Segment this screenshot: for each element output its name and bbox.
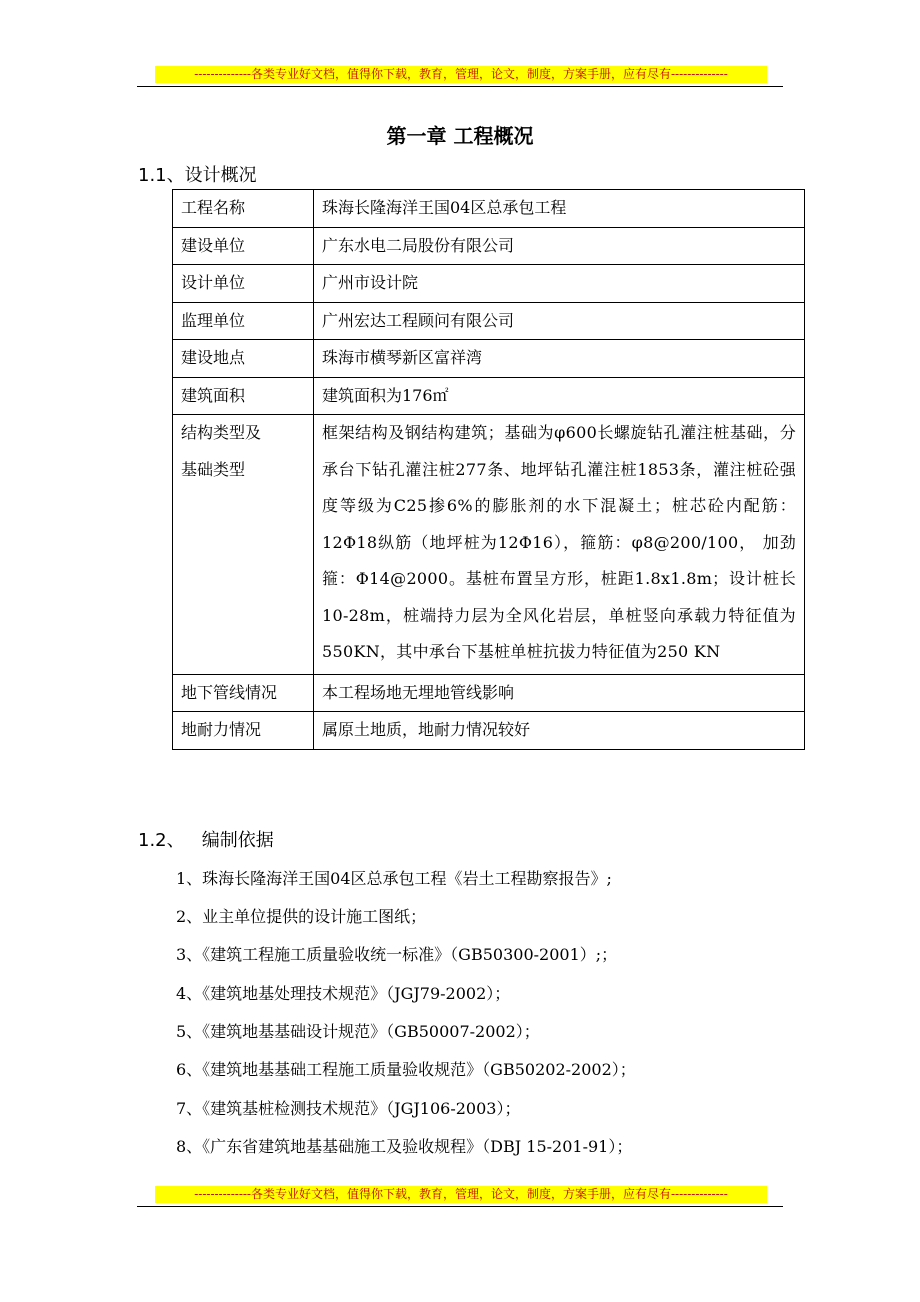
header-rule xyxy=(137,86,783,87)
basis-item: 1、珠海长隆海洋王国04区总承包工程《岩土工程勘察报告》; xyxy=(176,869,612,888)
row-label: 地下管线情况 xyxy=(173,674,314,712)
row-label: 工程名称 xyxy=(173,190,314,228)
basis-item: 4、《建筑地基处理技术规范》（JGJ79-2002）； xyxy=(176,984,511,1003)
basis-item: 3、《建筑工程施工质量验收统一标准》（GB50300-2001）;； xyxy=(176,945,618,964)
row-label: 建设单位 xyxy=(173,227,314,265)
row-value: 本工程场地无埋地管线影响 xyxy=(314,674,805,712)
basis-item: 7、《建筑基桩检测技术规范》（JGJ106-2003）； xyxy=(176,1099,521,1118)
row-label: 设计单位 xyxy=(173,265,314,303)
section-2-title: 1.2、 编制依据 xyxy=(138,830,274,851)
chapter-title: 第一章 工程概况 xyxy=(386,124,534,148)
basis-item: 6、《建筑地基基础工程施工质量验收规范》（GB50202-2002）； xyxy=(176,1060,636,1079)
row-value: 广州宏达工程顾问有限公司 xyxy=(314,302,805,340)
table-row xyxy=(173,340,805,378)
row-value: 珠海市横琴新区富祥湾 xyxy=(314,340,805,378)
basis-item: 2、业主单位提供的设计施工图纸； xyxy=(176,907,427,926)
table-row xyxy=(173,674,805,712)
row-value: 属原土地质，地耐力情况较好 xyxy=(314,712,805,750)
row-label: 建筑面积 xyxy=(173,377,314,415)
footer-rule xyxy=(137,1206,783,1207)
table-row xyxy=(173,302,805,340)
row-label: 地耐力情况 xyxy=(173,712,314,750)
table-row xyxy=(173,227,805,265)
row-value: 广州市设计院 xyxy=(314,265,805,303)
table-row-structure xyxy=(173,415,805,675)
footer-banner: --------------各类专业好文档，值得你下载，教育，管理，论文，制度，方案手册，应有尽有-------------- xyxy=(155,1186,767,1203)
row-value: 广东水电二局股份有限公司 xyxy=(314,227,805,265)
structure-label-line1: 结构类型及 xyxy=(181,423,262,442)
table-row xyxy=(173,712,805,750)
structure-label-line2: 基础类型 xyxy=(181,459,246,479)
project-info-table xyxy=(172,189,805,750)
row-label: 监理单位 xyxy=(173,302,314,340)
structure-label xyxy=(173,415,314,675)
header-banner: --------------各类专业好文档，值得你下载，教育，管理，论文，制度，方案手册，应有尽有-------------- xyxy=(155,66,767,83)
row-value: 珠海长隆海洋王国04区总承包工程 xyxy=(314,190,805,228)
row-value: 建筑面积为176㎡ xyxy=(314,377,805,415)
row-label: 建设地点 xyxy=(173,340,314,378)
table-row xyxy=(173,190,805,228)
basis-item: 8、《广东省建筑地基基础施工及验收规程》（DBJ 15-201-91）； xyxy=(176,1137,633,1156)
table-row xyxy=(173,265,805,303)
basis-item: 5、《建筑地基基础设计规范》（GB50007-2002）； xyxy=(176,1022,540,1041)
table-row xyxy=(173,377,805,415)
section-1-title: 1.1、设计概况 xyxy=(138,165,257,186)
structure-value: 框架结构及钢结构建筑；基础为φ600长螺旋钻孔灌注桩基础，分承台下钻孔灌注桩277条、地坪钻孔灌注桩1853条，灌注桩砼强度等级为C25掺6%的膨胀剂的水下混凝土；桩芯砼内配筋：12Φ18纵筋（地坪桩为12Φ16），箍筋：φ8@200/100， 加劲箍：Φ14@2000。基桩布置呈方形，桩距1.8x1.8m；设计桩长10-28m，桩端持力层为全风化岩层，单桩竖向承载力特征值为550KN，其中承台下基桩单桩抗拔力特征值为250 KN xyxy=(314,415,805,675)
